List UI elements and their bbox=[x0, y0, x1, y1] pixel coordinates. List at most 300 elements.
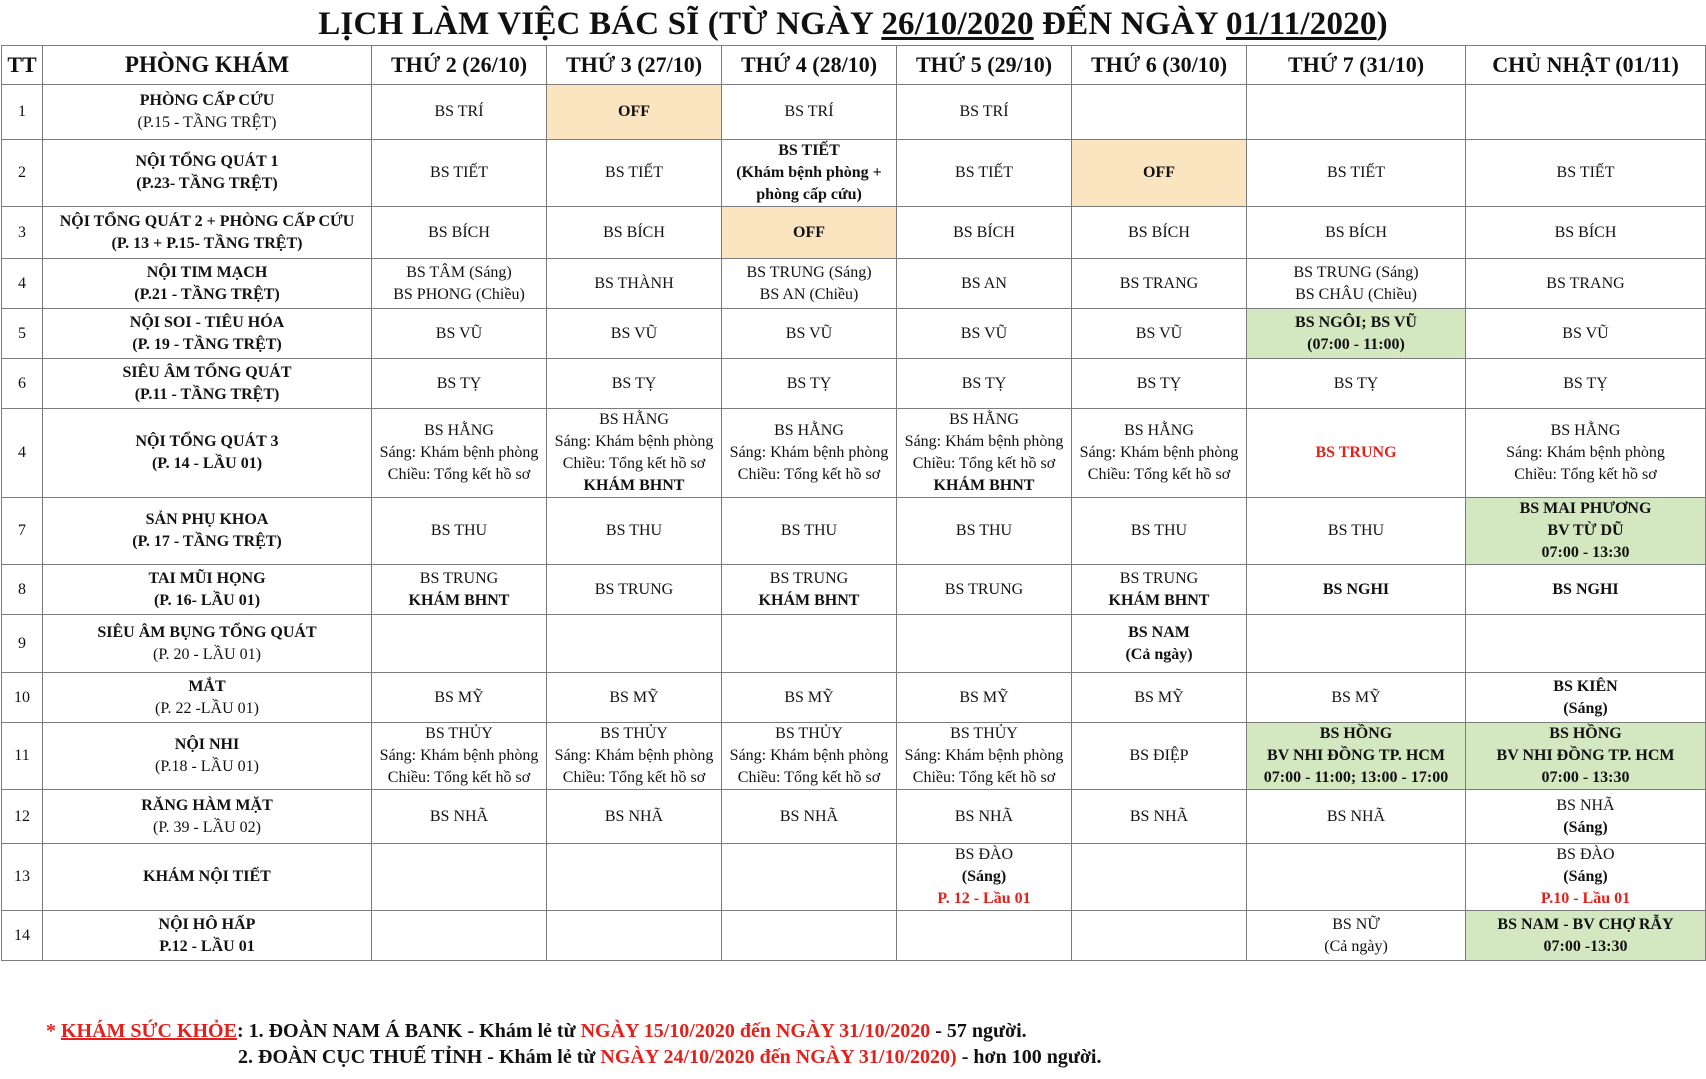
schedule-cell-tue bbox=[547, 207, 722, 259]
schedule-cell-sun bbox=[1466, 844, 1706, 911]
cell-line: BS THU bbox=[605, 522, 663, 539]
cell-line: Chiều: Tổng kết hồ sơ bbox=[562, 769, 706, 786]
clinic-cell bbox=[43, 615, 372, 673]
clinic-name: NỘI SOI - TIÊU HÓA bbox=[129, 313, 285, 331]
title-from-date: 26/10/2020 bbox=[881, 6, 1034, 42]
cell-line: (Cả ngày) bbox=[1324, 937, 1388, 955]
cell-line: BS TIẾT bbox=[778, 142, 840, 159]
cell-line: BS TRUNG bbox=[594, 580, 674, 598]
title-to-date: 01/11/2020 bbox=[1226, 6, 1377, 42]
cell-line: BS CHÂU (Chiều) bbox=[1295, 285, 1417, 303]
schedule-cell-sun bbox=[1466, 911, 1706, 961]
header-day-fri: THỨ 6 (30/10) bbox=[1072, 46, 1247, 85]
schedule-cell-thu bbox=[897, 790, 1072, 844]
cell-line: BS THỦY bbox=[775, 725, 843, 742]
cell-line: Chiều: Tổng kết hồ sơ bbox=[1087, 466, 1231, 483]
row-number: 4 bbox=[2, 409, 43, 498]
schedule-cell-tue bbox=[547, 359, 722, 409]
clinic-name: RĂNG HÀM MẶT bbox=[141, 796, 273, 814]
cell-line: BS VŨ bbox=[785, 324, 833, 342]
cell-line: BS TIẾT bbox=[955, 164, 1013, 181]
schedule-cell-mon bbox=[372, 911, 547, 961]
cell-line: BS BÍCH bbox=[1554, 223, 1617, 241]
cell-line: BS TỴ bbox=[1136, 374, 1182, 392]
schedule-cell-fri bbox=[1072, 359, 1247, 409]
cell-line: phòng cấp cứu) bbox=[756, 186, 862, 203]
footer-line-2 bbox=[238, 1044, 1101, 1070]
schedule-cell-tue bbox=[547, 565, 722, 615]
schedule-cell-fri bbox=[1072, 911, 1247, 961]
schedule-cell-thu bbox=[897, 615, 1072, 673]
schedule-cell-sat bbox=[1247, 85, 1466, 140]
cell-line: BS TIẾT bbox=[430, 164, 488, 181]
cell-line: BS HẰNG bbox=[949, 411, 1019, 428]
clinic-room: (P.23- TẦNG TRỆT) bbox=[136, 175, 278, 192]
header-row bbox=[2, 46, 1706, 85]
cell-line: BS HỒNG bbox=[1549, 725, 1622, 742]
schedule-cell-tue bbox=[547, 615, 722, 673]
clinic-cell bbox=[43, 565, 372, 615]
cell-line: Sáng: Khám bệnh phòng bbox=[1079, 444, 1239, 461]
table-row bbox=[2, 565, 1706, 615]
cell-line: BS TỴ bbox=[1333, 374, 1379, 392]
clinic-room: (P. 13 + P.15- TẦNG TRỆT) bbox=[111, 234, 303, 252]
cell-line: BS TRÍ bbox=[959, 103, 1009, 120]
schedule-cell-fri bbox=[1072, 85, 1247, 140]
clinic-name: KHÁM NỘI TIẾT bbox=[143, 868, 271, 885]
schedule-cell-fri bbox=[1072, 309, 1247, 359]
table-row bbox=[2, 259, 1706, 309]
schedule-cell-thu bbox=[897, 565, 1072, 615]
cell-line: BS MỸ bbox=[1331, 688, 1381, 706]
schedule-cell-fri bbox=[1072, 565, 1247, 615]
schedule-cell-fri bbox=[1072, 844, 1247, 911]
schedule-cell-mon bbox=[372, 844, 547, 911]
cell-line: BS ĐÀO bbox=[954, 846, 1014, 863]
clinic-name: NỘI TỔNG QUÁT 3 bbox=[135, 433, 279, 450]
row-number: 13 bbox=[2, 844, 43, 911]
schedule-cell-sun bbox=[1466, 498, 1706, 565]
schedule-cell-mon bbox=[372, 309, 547, 359]
row-number: 4 bbox=[2, 259, 43, 309]
cell-line: BV NHI ĐỒNG TP. HCM bbox=[1267, 747, 1445, 764]
clinic-room: (P. 16- LẦU 01) bbox=[153, 591, 261, 609]
cell-line: BS MỸ bbox=[434, 688, 484, 706]
cell-line: BS TRANG bbox=[1546, 274, 1625, 292]
cell-line: Chiều: Tổng kết hồ sơ bbox=[562, 455, 706, 472]
cell-line: BS NAM bbox=[1128, 623, 1190, 641]
cell-line: (Sáng) bbox=[1563, 699, 1608, 717]
cell-line: BS NHÃ bbox=[429, 807, 489, 825]
schedule-cell-sun bbox=[1466, 723, 1706, 790]
table-row bbox=[2, 85, 1706, 140]
cell-line: BS TÂM (Sáng) bbox=[406, 263, 512, 281]
schedule-cell-mon bbox=[372, 615, 547, 673]
schedule-cell-sun bbox=[1466, 565, 1706, 615]
schedule-cell-fri bbox=[1072, 723, 1247, 790]
cell-line: BS TRUNG (Sáng) bbox=[746, 263, 872, 281]
table-row bbox=[2, 723, 1706, 790]
clinic-room: (P. 39 - LẦU 02) bbox=[153, 818, 261, 836]
schedule-cell-thu bbox=[897, 911, 1072, 961]
clinic-cell bbox=[43, 673, 372, 723]
schedule-cell-mon bbox=[372, 723, 547, 790]
header-day-wed: THỨ 4 (28/10) bbox=[722, 46, 897, 85]
cell-line: BS TRUNG bbox=[769, 569, 849, 587]
schedule-cell-sat bbox=[1247, 911, 1466, 961]
clinic-cell bbox=[43, 140, 372, 207]
schedule-cell-wed bbox=[722, 259, 897, 309]
clinic-cell bbox=[43, 723, 372, 790]
cell-line: 07:00 - 13:30 bbox=[1541, 769, 1630, 786]
clinic-name: SIÊU ÂM BỤNG TỔNG QUÁT bbox=[97, 623, 317, 641]
cell-line: BS NAM - BV CHỢ RẪY bbox=[1497, 915, 1674, 933]
cell-line: BS NHÃ bbox=[954, 807, 1014, 825]
schedule-cell-wed bbox=[722, 673, 897, 723]
row-number: 8 bbox=[2, 565, 43, 615]
cell-line: Sáng: Khám bệnh phòng bbox=[1506, 444, 1665, 461]
table-row bbox=[2, 140, 1706, 207]
table-row bbox=[2, 409, 1706, 498]
schedule-cell-sat bbox=[1247, 309, 1466, 359]
cell-line: OFF bbox=[1143, 164, 1175, 181]
cell-line: 07:00 - 13:30 bbox=[1541, 544, 1630, 561]
cell-line: BS BÍCH bbox=[603, 223, 665, 241]
cell-line: BS TRÍ bbox=[434, 103, 484, 120]
schedule-cell-thu bbox=[897, 259, 1072, 309]
cell-line: OFF bbox=[618, 103, 650, 120]
schedule-cell-sat bbox=[1247, 844, 1466, 911]
row-number: 7 bbox=[2, 498, 43, 565]
cell-line: BS TỴ bbox=[611, 374, 657, 392]
row-number: 5 bbox=[2, 309, 43, 359]
clinic-cell bbox=[43, 85, 372, 140]
schedule-cell-sat bbox=[1247, 498, 1466, 565]
schedule-table bbox=[1, 45, 1706, 961]
schedule-cell-fri bbox=[1072, 790, 1247, 844]
footer-line-1 bbox=[46, 1018, 1027, 1044]
schedule-cell-thu bbox=[897, 498, 1072, 565]
header-tt: TT bbox=[2, 46, 43, 85]
table-row bbox=[2, 207, 1706, 259]
clinic-name: SẢN PHỤ KHOA bbox=[145, 511, 269, 528]
schedule-cell-wed bbox=[722, 615, 897, 673]
schedule-cell-tue bbox=[547, 844, 722, 911]
cell-line: Sáng: Khám bệnh phòng bbox=[729, 747, 889, 764]
row-number: 9 bbox=[2, 615, 43, 673]
schedule-cell-tue bbox=[547, 673, 722, 723]
row-number: 10 bbox=[2, 673, 43, 723]
clinic-room: (P. 19 - TẦNG TRỆT) bbox=[132, 335, 282, 353]
cell-line: Chiều: Tổng kết hồ sơ bbox=[387, 769, 531, 786]
cell-line: BS THỦY bbox=[600, 725, 668, 742]
cell-line: BS TỴ bbox=[961, 374, 1007, 392]
clinic-cell bbox=[43, 309, 372, 359]
schedule-cell-fri bbox=[1072, 673, 1247, 723]
schedule-cell-wed bbox=[722, 723, 897, 790]
schedule-cell-wed bbox=[722, 207, 897, 259]
schedule-cell-mon bbox=[372, 359, 547, 409]
cell-line: BS HẰNG bbox=[424, 422, 494, 439]
cell-line: BV NHI ĐỒNG TP. HCM bbox=[1496, 747, 1675, 764]
schedule-cell-sun bbox=[1466, 207, 1706, 259]
footer-label: KHÁM SỨC KHỎE bbox=[61, 1020, 237, 1042]
cell-line: KHÁM BHNT bbox=[408, 591, 510, 609]
cell-line: OFF bbox=[793, 223, 825, 241]
schedule-cell-sat bbox=[1247, 723, 1466, 790]
cell-line: KHÁM BHNT bbox=[933, 477, 1035, 494]
cell-line: Chiều: Tổng kết hồ sơ bbox=[912, 769, 1056, 786]
cell-line: Sáng: Khám bệnh phòng bbox=[554, 747, 714, 764]
cell-line: (Sáng) bbox=[1563, 868, 1608, 885]
header-day-thu: THỨ 5 (29/10) bbox=[897, 46, 1072, 85]
cell-line: BS MAI PHƯƠNG bbox=[1519, 500, 1652, 517]
schedule-cell-mon bbox=[372, 259, 547, 309]
schedule-cell-sun bbox=[1466, 615, 1706, 673]
cell-line: BV TỪ DŨ bbox=[1547, 522, 1624, 539]
cell-line: BS BÍCH bbox=[953, 223, 1015, 241]
row-number: 1 bbox=[2, 85, 43, 140]
schedule-cell-mon bbox=[372, 498, 547, 565]
clinic-cell bbox=[43, 359, 372, 409]
footer-line2-text: 2. ĐOÀN CỤC THUẾ TỈNH - Khám lẻ từ bbox=[238, 1046, 601, 1068]
cell-line: 07:00 - 11:00; 13:00 - 17:00 bbox=[1263, 769, 1449, 786]
cell-line: (Khám bệnh phòng + bbox=[736, 164, 882, 181]
cell-line: BS TRUNG (Sáng) bbox=[1293, 263, 1419, 281]
clinic-cell bbox=[43, 790, 372, 844]
schedule-cell-fri bbox=[1072, 140, 1247, 207]
schedule-cell-tue bbox=[547, 309, 722, 359]
cell-line: BS THỦY bbox=[425, 725, 493, 742]
cell-line: BS TRUNG bbox=[944, 580, 1024, 598]
cell-line: Chiều: Tổng kết hồ sơ bbox=[737, 466, 881, 483]
table-row bbox=[2, 309, 1706, 359]
schedule-cell-tue bbox=[547, 790, 722, 844]
cell-line: KHÁM BHNT bbox=[1108, 591, 1210, 609]
clinic-room: (P.15 - TẦNG TRỆT) bbox=[137, 114, 277, 131]
cell-line: (Sáng) bbox=[961, 868, 1007, 885]
schedule-cell-thu bbox=[897, 140, 1072, 207]
table-row bbox=[2, 359, 1706, 409]
cell-line: BS HẰNG bbox=[1124, 422, 1194, 439]
header-day-mon: THỨ 2 (26/10) bbox=[372, 46, 547, 85]
title-prefix: LỊCH LÀM VIỆC BÁC SĨ (TỪ NGÀY bbox=[318, 6, 882, 42]
cell-line: KHÁM BHNT bbox=[583, 477, 685, 494]
cell-line: BS PHONG (Chiều) bbox=[393, 285, 525, 303]
cell-line: BS NHÃ bbox=[1129, 807, 1189, 825]
cell-line: BS HẰNG bbox=[774, 422, 844, 439]
schedule-cell-thu bbox=[897, 409, 1072, 498]
cell-line: BS THU bbox=[1130, 522, 1188, 539]
schedule-cell-mon bbox=[372, 140, 547, 207]
schedule-cell-mon bbox=[372, 409, 547, 498]
cell-line: BS TỴ bbox=[436, 374, 482, 392]
schedule-cell-sun bbox=[1466, 790, 1706, 844]
clinic-room: (P.11 - TẦNG TRỆT) bbox=[134, 385, 280, 403]
footer-star: * bbox=[46, 1020, 61, 1042]
row-number: 2 bbox=[2, 140, 43, 207]
schedule-cell-fri bbox=[1072, 207, 1247, 259]
cell-line: Chiều: Tổng kết hồ sơ bbox=[1514, 466, 1657, 483]
cell-line: BS TRÍ bbox=[784, 103, 834, 120]
cell-line: BS HẰNG bbox=[599, 411, 669, 428]
schedule-cell-sat bbox=[1247, 565, 1466, 615]
cell-line: BS VŨ bbox=[960, 324, 1008, 342]
clinic-room: (P. 22 -LẦU 01) bbox=[155, 699, 259, 717]
schedule-cell-fri bbox=[1072, 498, 1247, 565]
clinic-name: MẮT bbox=[188, 677, 226, 695]
cell-line: BS MỸ bbox=[609, 688, 659, 706]
cell-line: BS BÍCH bbox=[1325, 223, 1387, 241]
clinic-cell bbox=[43, 259, 372, 309]
clinic-cell bbox=[43, 207, 372, 259]
row-number: 6 bbox=[2, 359, 43, 409]
cell-line: Sáng: Khám bệnh phòng bbox=[904, 747, 1064, 764]
cell-line: BS VŨ bbox=[1562, 324, 1609, 342]
clinic-name: NỘI HÔ HẤP bbox=[158, 915, 256, 933]
header-day-sat: THỨ 7 (31/10) bbox=[1247, 46, 1466, 85]
clinic-name: NỘI TỔNG QUÁT 1 bbox=[135, 153, 279, 170]
schedule-cell-sat bbox=[1247, 359, 1466, 409]
cell-line: BS THU bbox=[780, 522, 838, 539]
footer-line1-tail: - 57 người. bbox=[930, 1020, 1027, 1042]
cell-line: BS THÀNH bbox=[594, 274, 674, 292]
schedule-cell-thu bbox=[897, 359, 1072, 409]
cell-line: BS THU bbox=[1327, 522, 1385, 539]
schedule-cell-mon bbox=[372, 207, 547, 259]
cell-line: BS TRANG bbox=[1119, 274, 1199, 292]
schedule-cell-wed bbox=[722, 911, 897, 961]
page-title bbox=[0, 0, 1706, 46]
schedule-cell-tue bbox=[547, 85, 722, 140]
cell-line: BS ĐIỆP bbox=[1129, 747, 1189, 764]
clinic-name: TAI MŨI HỌNG bbox=[148, 569, 266, 587]
cell-line: BS NHÃ bbox=[1326, 807, 1386, 825]
cell-line: (Cả ngày) bbox=[1125, 645, 1193, 663]
schedule-body bbox=[2, 85, 1706, 961]
schedule-cell-wed bbox=[722, 565, 897, 615]
clinic-cell bbox=[43, 498, 372, 565]
cell-line: Sáng: Khám bệnh phòng bbox=[379, 444, 539, 461]
row-number: 11 bbox=[2, 723, 43, 790]
cell-line: BS NGÔI; BS VŨ bbox=[1295, 313, 1417, 331]
cell-line: BS TIẾT bbox=[605, 164, 663, 181]
footer-line1-dates: NGÀY 15/10/2020 đến NGÀY 31/10/2020 bbox=[580, 1020, 931, 1042]
cell-line: BS THU bbox=[955, 522, 1013, 539]
schedule-cell-sun bbox=[1466, 673, 1706, 723]
schedule-cell-sat bbox=[1247, 790, 1466, 844]
schedule-cell-thu bbox=[897, 723, 1072, 790]
cell-line: (07:00 - 11:00) bbox=[1307, 335, 1405, 353]
cell-line: BS BÍCH bbox=[428, 223, 490, 241]
cell-line: BS ĐÀO bbox=[1556, 846, 1615, 863]
header-day-tue: THỨ 3 (27/10) bbox=[547, 46, 722, 85]
clinic-name: NỘI TIM MẠCH bbox=[146, 263, 268, 281]
schedule-cell-mon bbox=[372, 565, 547, 615]
cell-line: BS AN (Chiều) bbox=[759, 285, 859, 303]
clinic-room: (P.21 - TẦNG TRỆT) bbox=[134, 285, 280, 303]
cell-line: BS NHÃ bbox=[779, 807, 839, 825]
schedule-cell-sat bbox=[1247, 673, 1466, 723]
schedule-cell-thu bbox=[897, 673, 1072, 723]
row-number: 14 bbox=[2, 911, 43, 961]
cell-line: BS NGHI bbox=[1322, 580, 1390, 598]
cell-line: Sáng: Khám bệnh phòng bbox=[554, 433, 714, 450]
cell-line: Sáng: Khám bệnh phòng bbox=[904, 433, 1064, 450]
cell-line: BS NHÃ bbox=[1556, 796, 1615, 814]
title-middle: ĐẾN NGÀY bbox=[1033, 6, 1227, 42]
schedule-cell-tue bbox=[547, 911, 722, 961]
footer-line2-tail: - hơn 100 người. bbox=[956, 1046, 1102, 1068]
cell-line: BS TỴ bbox=[1563, 374, 1608, 392]
cell-line: BS BÍCH bbox=[1128, 223, 1190, 241]
schedule-cell-sun bbox=[1466, 140, 1706, 207]
schedule-cell-thu bbox=[897, 85, 1072, 140]
schedule-cell-thu bbox=[897, 309, 1072, 359]
schedule-cell-fri bbox=[1072, 615, 1247, 673]
clinic-cell bbox=[43, 911, 372, 961]
clinic-cell bbox=[43, 844, 372, 911]
schedule-cell-sat bbox=[1247, 140, 1466, 207]
cell-line: Sáng: Khám bệnh phòng bbox=[729, 444, 889, 461]
schedule-cell-sun bbox=[1466, 85, 1706, 140]
cell-line: BS TIẾT bbox=[1327, 164, 1385, 181]
cell-line: BS MỸ bbox=[1134, 688, 1184, 706]
table-row bbox=[2, 911, 1706, 961]
cell-line: BS NGHI bbox=[1552, 580, 1619, 598]
schedule-cell-thu bbox=[897, 207, 1072, 259]
cell-line: Chiều: Tổng kết hồ sơ bbox=[737, 769, 881, 786]
row-number: 3 bbox=[2, 207, 43, 259]
schedule-cell-tue bbox=[547, 723, 722, 790]
clinic-name: NỘI TỔNG QUÁT 2 + PHÒNG CẤP CỨU bbox=[59, 212, 355, 230]
table-row bbox=[2, 790, 1706, 844]
schedule-cell-wed bbox=[722, 359, 897, 409]
title-suffix: ) bbox=[1376, 6, 1388, 42]
cell-line: BS TỴ bbox=[786, 374, 832, 392]
cell-line: BS TRUNG bbox=[1315, 444, 1397, 461]
schedule-cell-sat bbox=[1247, 259, 1466, 309]
cell-line: BS HẰNG bbox=[1550, 422, 1621, 439]
schedule-cell-fri bbox=[1072, 259, 1247, 309]
clinic-name: NỘI NHI bbox=[174, 736, 240, 753]
schedule-cell-thu bbox=[897, 844, 1072, 911]
cell-line: BS VŨ bbox=[610, 324, 658, 342]
cell-line: BS MỸ bbox=[959, 688, 1009, 706]
schedule-cell-tue bbox=[547, 409, 722, 498]
schedule-cell-tue bbox=[547, 140, 722, 207]
cell-line: BS TRUNG bbox=[419, 569, 499, 587]
clinic-room: P.12 - LẦU 01 bbox=[159, 937, 255, 955]
clinic-room: (P.18 - LẦU 01) bbox=[155, 758, 259, 775]
cell-line: P.10 - Lầu 01 bbox=[1540, 890, 1631, 907]
table-row bbox=[2, 615, 1706, 673]
schedule-cell-mon bbox=[372, 673, 547, 723]
clinic-room: (P. 20 - LẦU 01) bbox=[153, 645, 261, 663]
footer-line1-text: : 1. ĐOÀN NAM Á BANK - Khám lẻ từ bbox=[236, 1020, 581, 1042]
schedule-cell-sat bbox=[1247, 409, 1466, 498]
header-clinic: PHÒNG KHÁM bbox=[43, 46, 372, 85]
schedule-cell-mon bbox=[372, 790, 547, 844]
schedule-cell-mon bbox=[372, 85, 547, 140]
cell-line: BS AN bbox=[961, 274, 1007, 292]
cell-line: BS THỦY bbox=[950, 725, 1018, 742]
cell-line: BS MỸ bbox=[784, 688, 834, 706]
cell-line: BS HỒNG bbox=[1319, 725, 1393, 742]
schedule-cell-fri bbox=[1072, 409, 1247, 498]
cell-line: BS NHÃ bbox=[604, 807, 664, 825]
schedule-cell-wed bbox=[722, 85, 897, 140]
